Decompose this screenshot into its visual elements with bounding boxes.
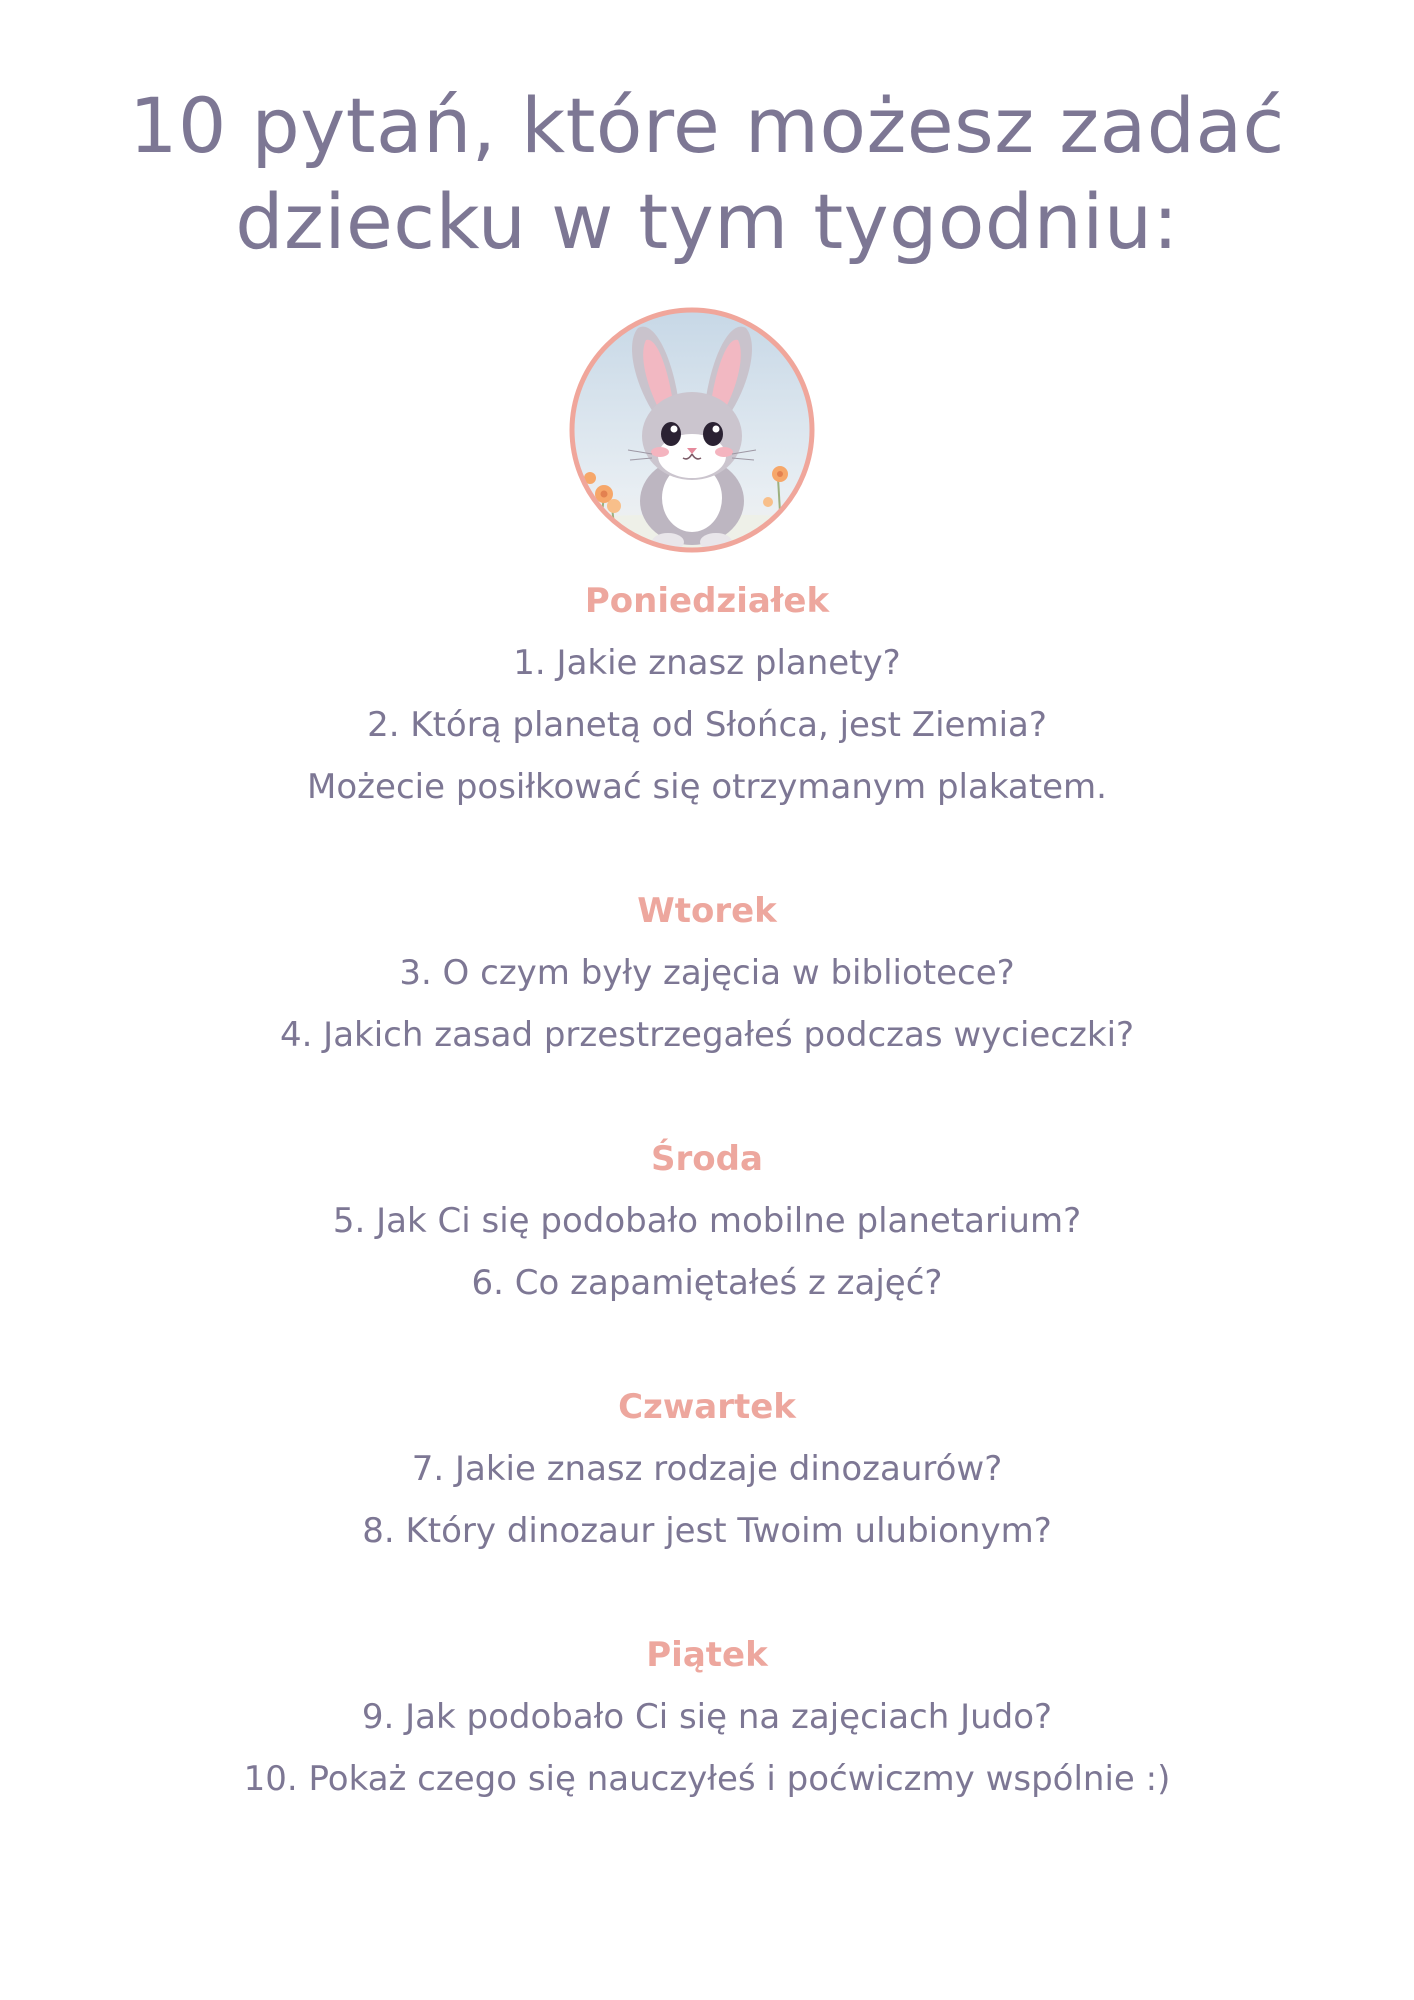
section-sroda — [0, 1128, 1414, 1314]
section-piatek — [0, 1624, 1414, 1810]
section-wtorek — [0, 880, 1414, 1066]
day-heading: Czwartek — [618, 1387, 796, 1427]
note-line: Możecie posiłkować się otrzymanym plakatem. — [307, 767, 1107, 807]
question-line: 2. Którą planetą od Słońca, jest Ziemia? — [367, 705, 1047, 745]
day-heading: Środa — [651, 1139, 763, 1179]
question-line: 5. Jak Ci się podobało mobilne planetarium? — [332, 1201, 1082, 1241]
question-line: 8. Który dinozaur jest Twoim ulubionym? — [362, 1511, 1052, 1551]
question-line: 6. Co zapamiętałeś z zajęć? — [471, 1263, 943, 1303]
question-line: 1. Jakie znasz planety? — [513, 643, 901, 683]
question-line: 4. Jakich zasad przestrzegałeś podczas wycieczki? — [279, 1015, 1135, 1055]
day-heading: Poniedziałek — [584, 581, 830, 621]
question-line: 3. O czym były zajęcia w bibliotece? — [399, 953, 1015, 993]
title-line-1: 10 pytań, które możesz zadać — [129, 81, 1285, 170]
page-title — [0, 78, 1414, 270]
question-line: 7. Jakie znasz rodzaje dinozaurów? — [411, 1449, 1003, 1489]
bunny-icon — [568, 306, 816, 554]
section-czwartek — [0, 1376, 1414, 1562]
section-poniedzialek — [0, 570, 1414, 818]
bunny-illustration — [568, 306, 816, 554]
title-line-2: dziecku w tym tygodniu: — [235, 177, 1179, 266]
question-line: 10. Pokaż czego się nauczyłeś i poćwiczmy wspólnie :) — [243, 1759, 1171, 1799]
day-heading: Wtorek — [637, 891, 777, 931]
day-heading: Piątek — [646, 1635, 768, 1675]
question-line: 9. Jak podobało Ci się na zajęciach Judo? — [361, 1697, 1053, 1737]
